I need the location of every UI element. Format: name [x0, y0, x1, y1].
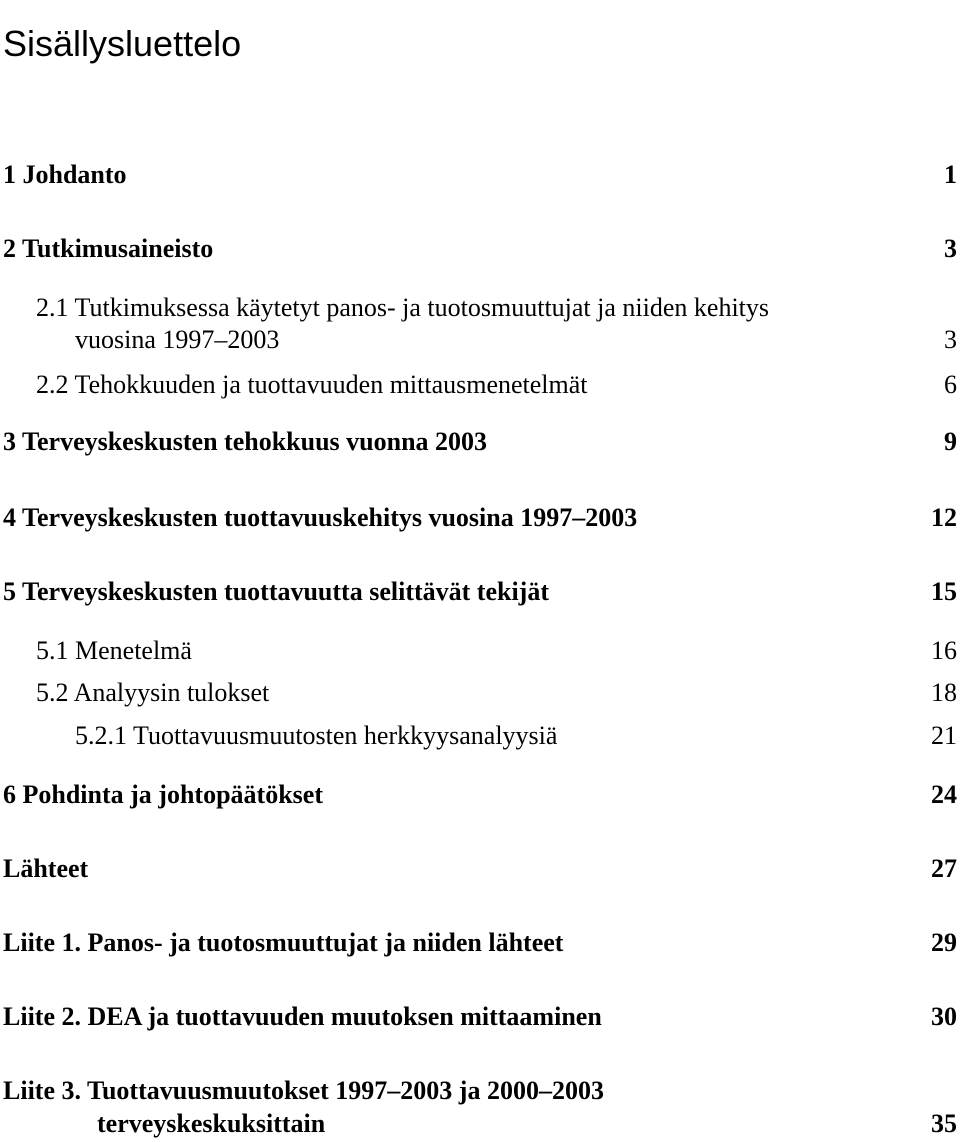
toc-entry-5-2[interactable]	[0, 678, 960, 708]
toc-entry-5-2-1[interactable]	[0, 721, 960, 751]
toc-entry-page: 18	[931, 678, 957, 707]
toc-entry-label: 5 Terveyskeskusten tuottavuutta selittävät tekijät	[3, 577, 549, 606]
toc-entry-page: 27	[931, 854, 957, 883]
toc-entry-5[interactable]	[0, 577, 960, 607]
toc-entry-label-continuation: vuosina 1997–2003	[75, 325, 280, 354]
toc-entry-page: 35	[931, 1109, 957, 1138]
toc-entry-6[interactable]	[0, 780, 960, 810]
toc-entry-5-1[interactable]	[0, 636, 960, 666]
toc-entry-page: 29	[931, 928, 957, 957]
toc-entry-label: 3 Terveyskeskusten tehokkuus vuonna 2003	[3, 427, 488, 456]
toc-entry-page: 3	[944, 234, 957, 263]
toc-entry-tutkimusaineisto[interactable]	[0, 234, 960, 264]
toc-entry-2-1[interactable]	[0, 293, 960, 357]
toc-entry-2-2[interactable]	[0, 370, 960, 400]
toc-entry-label: 1 Johdanto	[3, 160, 127, 189]
toc-entry-page: 30	[931, 1002, 957, 1031]
toc-entry-page: 16	[931, 636, 957, 665]
toc-entry-page: 21	[931, 721, 957, 750]
toc-entry-label: Lähteet	[3, 854, 89, 883]
toc-entry-page: 12	[931, 503, 957, 532]
toc-entry-label: 5.2.1 Tuottavuusmuutosten herkkyysanalyysiä	[75, 721, 558, 750]
toc-entry-page: 15	[931, 577, 957, 606]
toc-entry-label: Liite 1. Panos- ja tuotosmuuttujat ja niiden lähteet	[3, 928, 564, 957]
toc-entry-label: 4 Terveyskeskusten tuottavuuskehitys vuosina 1997–2003	[3, 503, 638, 532]
toc-entry-liite-3[interactable]	[0, 1076, 960, 1140]
toc-entry-page: 3	[944, 325, 957, 354]
toc-entry-4[interactable]	[0, 503, 960, 533]
toc-entry-label: 2.1 Tutkimuksessa käytetyt panos- ja tuotosmuuttujat ja niiden kehitys	[36, 293, 770, 322]
toc-entry-label-continuation: terveyskeskuksittain	[97, 1109, 326, 1138]
toc-entry-label: 2.2 Tehokkuuden ja tuottavuuden mittausmenetelmät	[36, 370, 588, 399]
toc-entry-page: 1	[944, 160, 957, 189]
toc-entry-label: Liite 2. DEA ja tuottavuuden muutoksen mittaaminen	[3, 1002, 602, 1031]
toc-entry-liite-2[interactable]	[0, 1002, 960, 1032]
toc-entry-label: 6 Pohdinta ja johtopäätökset	[3, 780, 323, 809]
toc-entry-page: 24	[931, 780, 957, 809]
toc-entry-johdanto[interactable]	[0, 160, 960, 190]
toc-entry-label: 2 Tutkimusaineisto	[3, 234, 214, 263]
toc-entry-label: 5.1 Menetelmä	[36, 636, 192, 665]
toc-entry-label: 5.2 Analyysin tulokset	[36, 678, 270, 707]
page-title: Sisällysluettelo	[3, 23, 242, 65]
toc-entry-page: 9	[944, 427, 957, 456]
toc-entry-page: 6	[944, 370, 957, 399]
toc-entry-lahteet[interactable]	[0, 854, 960, 884]
toc-entry-liite-1[interactable]	[0, 928, 960, 958]
toc-entry-3[interactable]	[0, 427, 960, 457]
toc-entry-label: Liite 3. Tuottavuusmuutokset 1997–2003 ja 2000–2003	[3, 1076, 604, 1105]
